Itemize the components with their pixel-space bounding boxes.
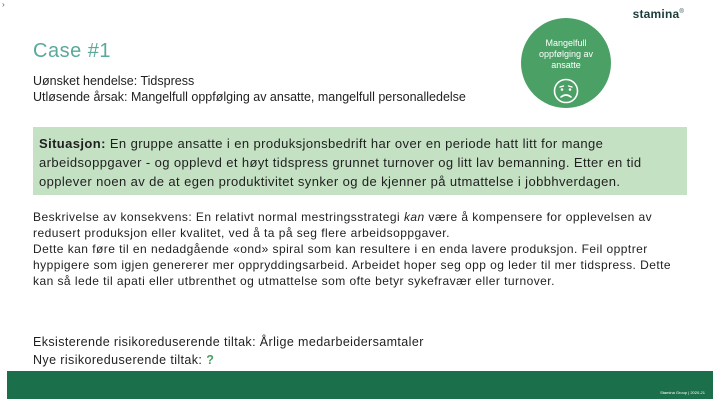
stamina-logo xyxy=(633,7,684,21)
footer-text: Stamina Group | 2020-21 xyxy=(660,390,705,395)
spiral-paragraph: Dette kan føre til en nedadgående «ond» spiral som kan resultere i en enda lavere produksjon. Feil opptrer hyppigere som igjen genererer mer oppryddingsarbeid. Arbeidet hoper seg opp og leder til mer tidspress. Dette kan så lede til apati eller utbrenthet og utmattelse som ofte betyr sykefravær eller turnover. xyxy=(33,242,672,288)
trigger-cause-line: Utløsende årsak: Mangelfull oppfølging av ansatte, mangelfull personalledelse xyxy=(33,90,466,104)
sad-face-icon xyxy=(553,78,579,104)
unwanted-event-line: Uønsket hendelse: Tidspress xyxy=(33,74,195,88)
risk-measures xyxy=(33,333,424,369)
cause-badge xyxy=(521,18,611,108)
corner-mark: › xyxy=(2,0,5,9)
consequence-paragraph xyxy=(33,209,693,241)
consequence-text-1: Beskrivelse av konsekvens: En relativt normal mestringsstrategi xyxy=(33,210,404,224)
consequence-description xyxy=(33,209,693,289)
consequence-emphasis: kan xyxy=(403,210,425,224)
logo-name: stamina xyxy=(632,7,680,21)
case-subtitle xyxy=(33,73,466,105)
footer-bar xyxy=(7,371,713,399)
situation-label: Situasjon: xyxy=(39,136,106,151)
new-measures-value: ? xyxy=(206,353,215,367)
badge-text: Mangelfull oppfølging av ansatte xyxy=(538,38,594,70)
existing-measures: Eksisterende risikoreduserende tiltak: Årlige medarbeidersamtaler xyxy=(33,335,424,349)
consequence-text-2: være å kompensere for opplevelsen av redusert produksjon eller kvalitet, ved å ta på seg flere arbeidsoppgaver. xyxy=(33,210,653,240)
situation-text: En gruppe ansatte i en produksjonsbedrift har over en periode hatt litt for mange arbeidsoppgaver - og opplevd et høyt tidspress grunnet turnover og litt lav bemanning. Etter en tid opplever noen av de at egen produktivitet synker og de kjenner på utmattelse i jobbhverdagen. xyxy=(39,136,642,189)
logo-mark: ® xyxy=(679,9,684,15)
new-measures xyxy=(33,351,424,369)
slide-title: Case #1 xyxy=(33,40,111,62)
new-measures-label: Nye risikoreduserende tiltak: xyxy=(33,353,207,367)
situation-box xyxy=(33,127,687,195)
